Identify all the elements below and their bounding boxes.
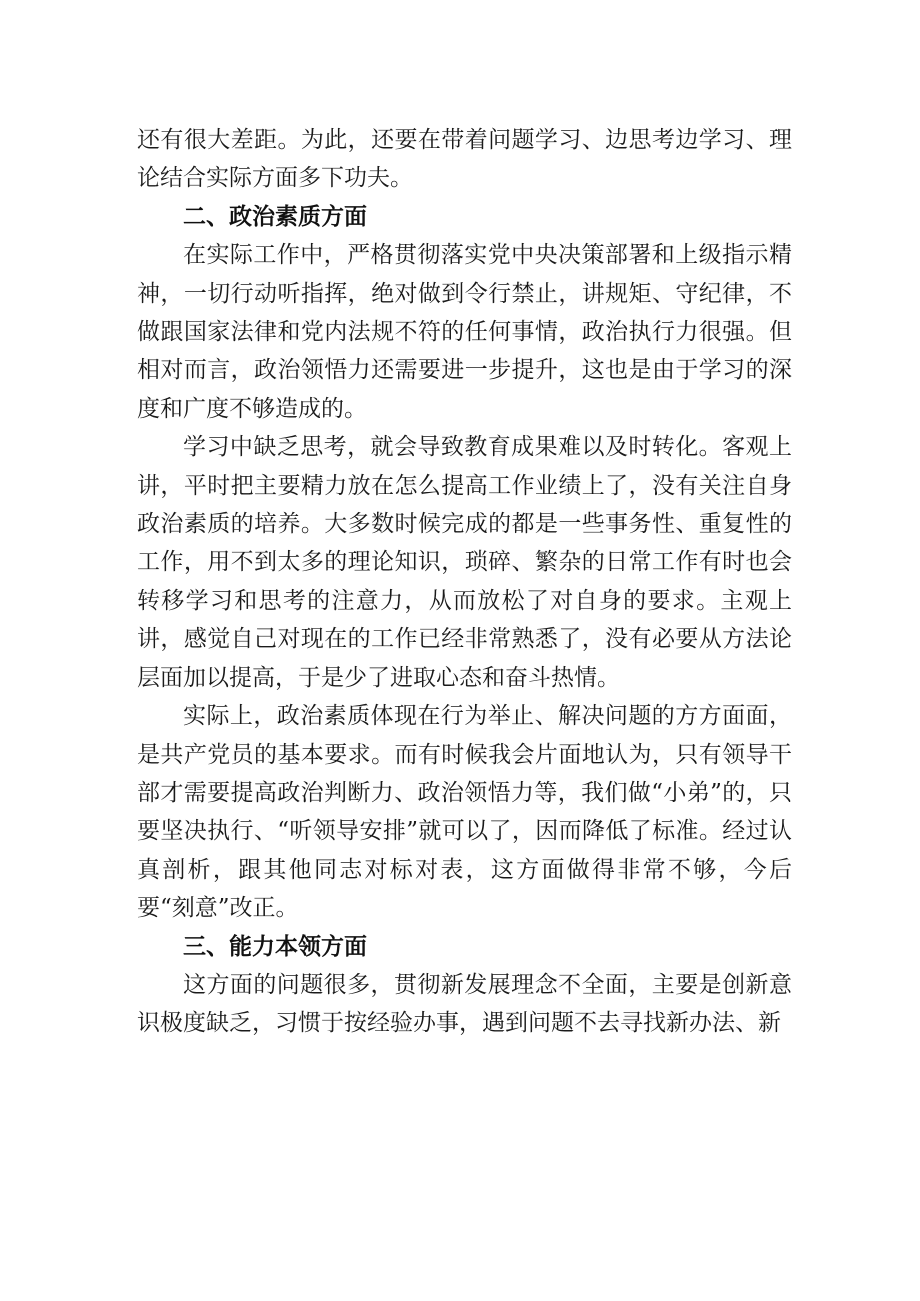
paragraph-political-2: 学习中缺乏思考，就会导致教育成果难以及时转化。客观上讲，平时把主要精力放在怎么提高工作业绩上了，没有关注自身政治素质的培养。大多数时候完成的都是一些事务性、重复性的工作，用不到太多的理论知识，琐碎、繁杂的日常工作有时也会转移学习和思考的注意力，从而放松了对自身的要求。主观上讲，感觉自己对现在的工作已经非常熟悉了，没有必要从方法论层面加以提高，于是少了进取心态和奋斗热情。 <box>137 434 792 691</box>
continuation-paragraph: 还有很大差距。为此，还要在带着问题学习、边思考边学习、理论结合实际方面多下功夫。 <box>137 127 792 192</box>
section-heading-political-quality: 二、政治素质方面 <box>183 203 367 230</box>
paragraph-political-1: 在实际工作中，严格贯彻落实党中央决策部署和上级指示精神，一切行动听指挥，绝对做到令行禁止，讲规矩、守纪律，不做跟国家法律和党内法规不符的任何事情，政治执行力很强。但相对而言，政治领悟力还需要进一步提升，这也是由于学习的深度和广度不够造成的。 <box>137 242 792 422</box>
paragraph-political-3: 实际上，政治素质体现在行为举止、解决问题的方方面面，是共产党员的基本要求。而有时候我会片面地认为，只有领导干部才需要提高政治判断力、政治领悟力等，我们做“小弟”的，只要坚决执行、“听领导安排”就可以了，因而降低了标准。经过认真剖析，跟其他同志对标对表，这方面做得非常不够，今后要“刻意”改正。 <box>137 703 792 922</box>
document-body <box>137 121 792 1043</box>
section-heading-ability: 三、能力本领方面 <box>183 933 367 960</box>
paragraph-ability-1: 这方面的问题很多，贯彻新发展理念不全面，主要是创新意识极度缺乏，习惯于按经验办事，遇到问题不去寻找新办法、新 <box>137 971 792 1037</box>
